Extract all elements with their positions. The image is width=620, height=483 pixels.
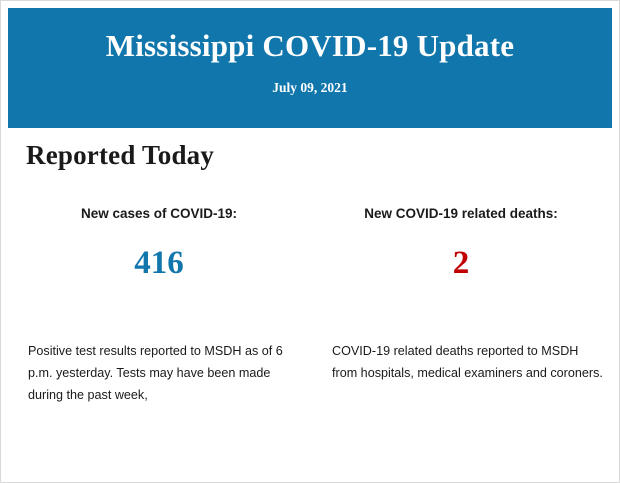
page-title: Mississippi COVID-19 Update — [105, 28, 515, 63]
description-text: COVID-19 related deaths reported to MSDH from hospitals, medical examiners and coroners. — [332, 344, 603, 380]
header-banner — [8, 8, 612, 128]
stat-new-cases — [8, 205, 310, 281]
descriptions-row — [8, 340, 612, 406]
description-new-deaths — [310, 340, 612, 406]
stat-value: 416 — [134, 245, 184, 281]
section-heading: Reported Today — [26, 140, 215, 170]
stat-value: 2 — [452, 245, 470, 281]
stat-label: New cases of COVID-19: — [80, 206, 238, 221]
stat-label: New COVID-19 related deaths: — [364, 206, 558, 221]
stats-row — [8, 205, 612, 281]
description-new-cases — [8, 340, 310, 406]
stat-new-deaths — [310, 205, 612, 281]
report-date: July 09, 2021 — [272, 80, 348, 95]
description-text: Positive test results reported to MSDH as of 6 p.m. yesterday. Tests may have been made during the past week, — [28, 344, 283, 402]
